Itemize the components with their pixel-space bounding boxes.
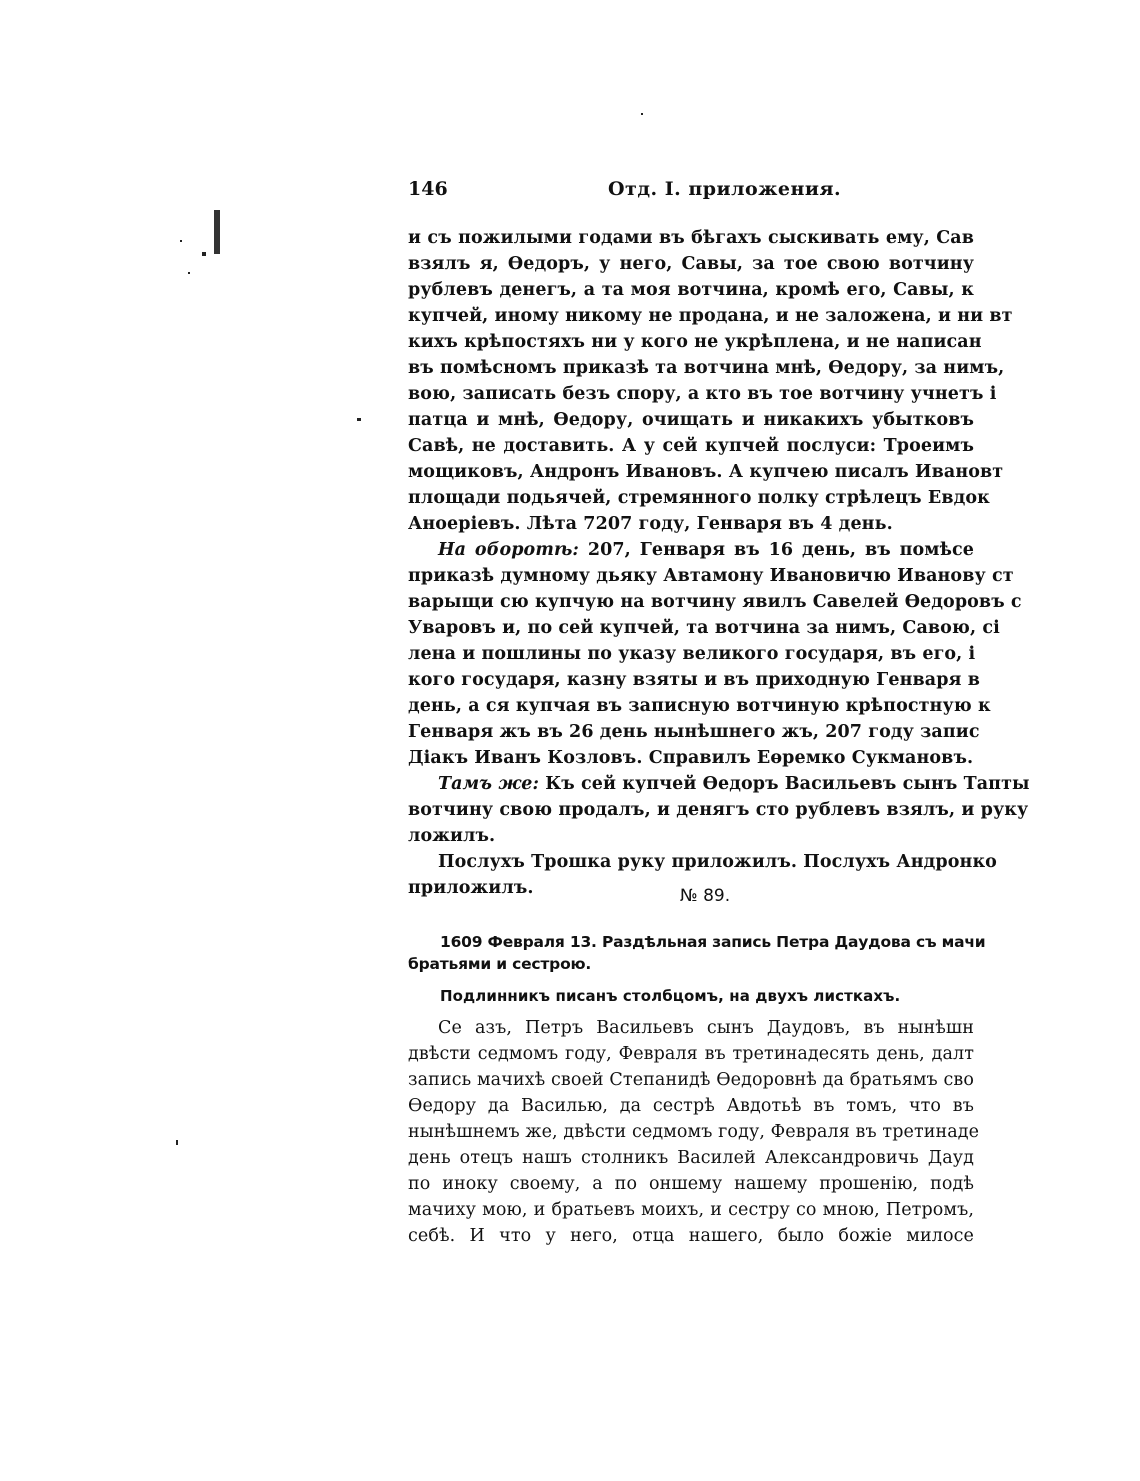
text-line: вою, записать безъ спору, а кто въ тое вотчину учнетъ і [408, 384, 997, 404]
text-line: нынѣшнемъ же, двѣсти седмомъ году, Февраля въ третинаде [408, 1122, 980, 1142]
italic-lead: На оборотѣ: [438, 540, 579, 560]
text-line: двѣсти седмомъ году, Февраля въ третинадесять день, далт [408, 1044, 974, 1064]
text-run: Къ сей купчей Өедоръ Васильевъ сынъ Тапты [539, 774, 1030, 794]
text-line: себѣ. И что у него, отца нашего, было божіе милосе [408, 1226, 974, 1246]
text-line: Өедору да Василью, да сестрѣ Авдотьѣ въ томъ, что въ [408, 1096, 974, 1116]
text-line: въ помѣсномъ приказѣ та вотчина мнѣ, Өедору, за нимъ, [408, 358, 1005, 378]
margin-speck [202, 252, 206, 256]
text-line [438, 772, 1030, 796]
text-line: ложилъ. [408, 826, 496, 846]
margin-speck [176, 1140, 178, 1145]
text-line: лена и пошлины по указу великого государя, въ его, і [408, 644, 976, 664]
text-line: мощиковъ, Андронъ Ивановъ. А купчею писалъ Ивановт [408, 462, 1004, 482]
text-line: варыщи сю купчую на вотчину явилъ Савелей Өедоровъ с [408, 592, 1022, 612]
text-line: Уваровъ и, по сей купчей, та вотчина за нимъ, Савою, сі [408, 618, 1000, 638]
margin-speck [357, 418, 361, 421]
text-line: по иноку своему, а по оншему нашему прошенію, подѣ [408, 1174, 974, 1194]
text-line: площади подьячей, стремянного полку стрѣлецъ Евдок [408, 488, 990, 508]
text-line: Аноеріевъ. Лѣта 7207 году, Генваря въ 4 день. [408, 514, 893, 534]
italic-lead: Тамъ же: [438, 774, 540, 794]
running-title: Отд. I. приложения. [608, 178, 842, 200]
text-line: Генваря жъ въ 26 день нынѣшнего жъ, 207 году запис [408, 722, 980, 742]
document-number: № 89. [680, 886, 731, 906]
margin-speck [214, 210, 220, 254]
text-line: запись мачихѣ своей Степанидѣ Өедоровнѣ да братьямъ сво [408, 1070, 974, 1090]
text-line: день отецъ нашъ столникъ Василей Александровичь Дауд [408, 1148, 974, 1168]
text-line: мачиху мою, и братьевъ моихъ, и сестру со мною, Петромъ, [408, 1200, 974, 1220]
text-line: вотчину свою продалъ, и денягъ сто рублевъ взялъ, и руку [408, 800, 1029, 820]
text-line [438, 538, 974, 562]
text-line: купчей, иному никому не продана, и не заложена, и ни вт [408, 306, 1013, 326]
text-line: Савѣ, не доставить. А у сей купчей послуси: Троеимъ [408, 436, 974, 456]
margin-speck [641, 113, 643, 115]
text-run: 207, Генваря въ 16 день, въ помѣсе [578, 540, 974, 560]
text-line: кого государя, казну взяты и въ приходную Генваря в [408, 670, 981, 690]
margin-speck [180, 240, 182, 242]
text-line: приказѣ думному дьяку Автамону Ивановичю Иванову ст [408, 566, 1014, 586]
document-note: Подлинникъ писанъ столбцомъ, на двухъ листкахъ. [440, 987, 901, 1005]
text-line: приложилъ. [408, 878, 534, 898]
margin-speck [188, 272, 190, 274]
page-number: 146 [408, 178, 448, 200]
document-heading: 1609 Февраля 13. Раздѣльная запись Петра Даудова съ мачи [440, 933, 986, 951]
text-line: кихъ крѣпостяхъ ни у кого не укрѣплена, и не написан [408, 332, 982, 352]
text-line: Послухъ Трошка руку приложилъ. Послухъ Андронко [438, 852, 997, 872]
text-line: Діакъ Иванъ Козловъ. Справилъ Еөремко Сукмановъ. [408, 748, 974, 768]
text-line: и съ пожилыми годами въ бѣгахъ сыскивать ему, Сав [408, 228, 974, 248]
document-heading: братьями и сестрою. [408, 955, 592, 973]
text-line: рублевъ денегъ, а та моя вотчина, кромѣ его, Савы, к [408, 280, 974, 300]
text-line: день, а ся купчая въ записную вотчиную крѣпостную к [408, 696, 991, 716]
text-line: Се азъ, Петръ Васильевъ сынъ Даудовъ, въ нынѣшн [438, 1018, 974, 1038]
text-line: патца и мнѣ, Өедору, очищать и никакихъ убытковъ [408, 410, 974, 430]
text-line: взялъ я, Өедоръ, у него, Савы, за тое свою вотчину [408, 254, 974, 274]
